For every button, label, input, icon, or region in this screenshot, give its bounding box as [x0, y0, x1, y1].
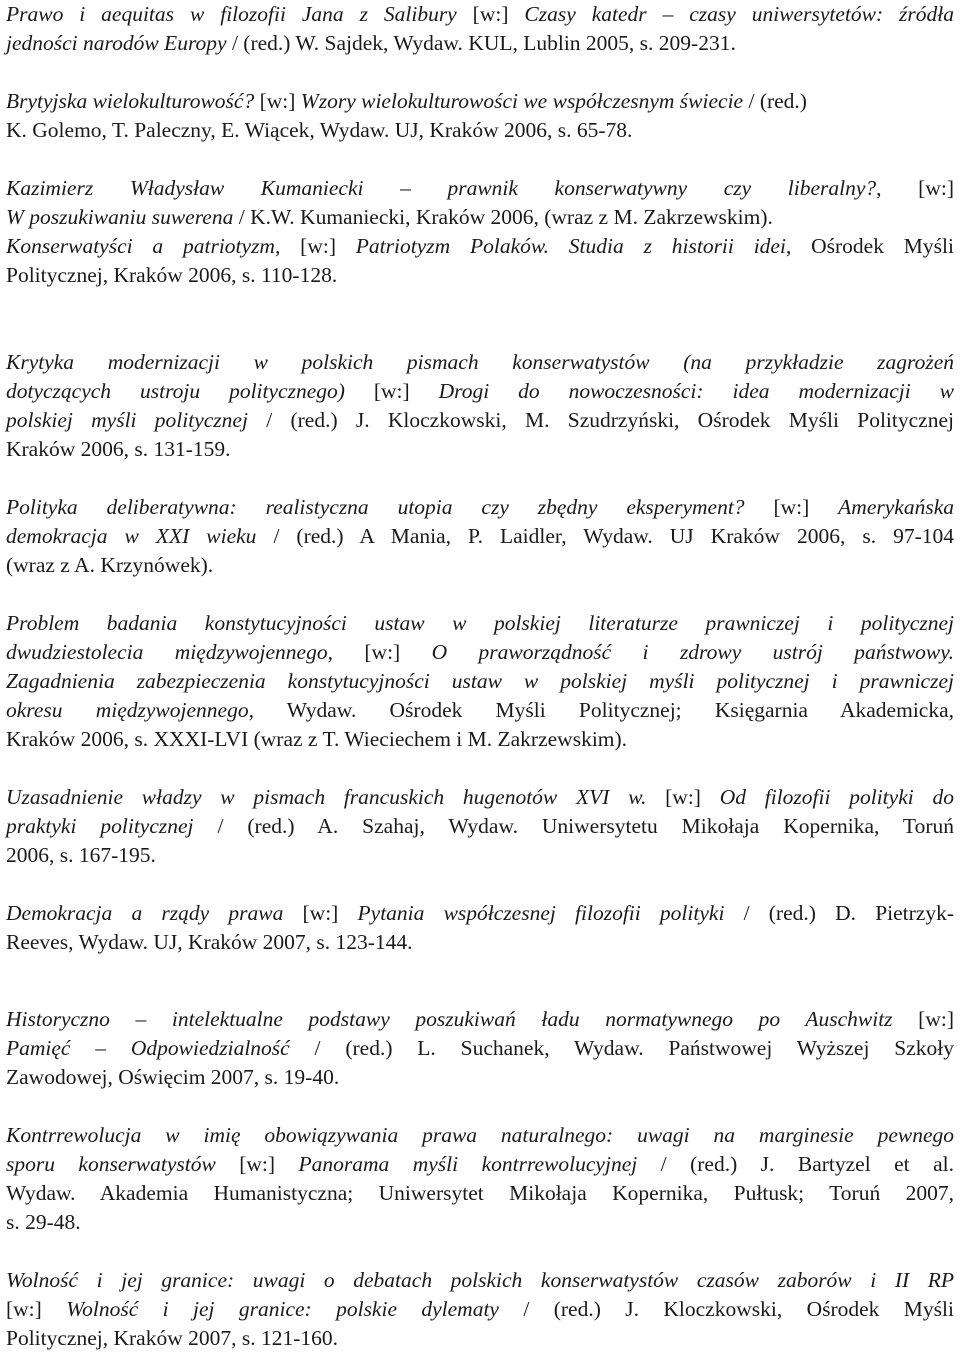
entry-line: [6, 232, 954, 261]
entry-line: [6, 493, 954, 522]
italic-title-segment: Wolność i jej granice: polskie dylematy: [66, 1297, 499, 1321]
citation-segment: [w:]: [646, 785, 720, 809]
citation-segment: / (red.): [743, 89, 807, 113]
italic-title-segment: Panorama myśli kontrrewolucyjnej: [298, 1152, 638, 1176]
citation-segment: / (red.) A Mania, P. Laidler, Wydaw. UJ Kraków 2006, s. 97-104: [256, 524, 954, 548]
bibliography-entry: [6, 609, 954, 754]
entry-line: [6, 1150, 954, 1179]
italic-title-segment: Kontrrewolucja w imię obowiązywania prawa naturalnego: uwagi na marginesie pewnego: [6, 1123, 954, 1147]
italic-title-segment: Demokracja a rządy prawa: [6, 901, 284, 925]
italic-title-segment: W poszukiwaniu suwerena: [6, 205, 234, 229]
italic-title-segment: O praworządność i zdrowy ustrój państwowy.: [431, 640, 954, 664]
italic-title-segment: Konserwatyści a patriotyzm,: [6, 234, 281, 258]
italic-title-segment: Drogi do nowoczesności: idea modernizacji w: [438, 379, 954, 403]
entry-line: [6, 0, 954, 29]
citation-segment: [w:]: [215, 1152, 299, 1176]
entry-line: [6, 87, 954, 116]
italic-title-segment: Problem badania konstytucyjności ustaw w polskiej literaturze prawniczej i politycznej: [6, 611, 954, 635]
entry-line: [6, 29, 954, 58]
entry-line: [6, 348, 954, 377]
entry-line: [6, 551, 954, 580]
entry-line: [6, 1063, 954, 1092]
entry-line: [6, 116, 954, 145]
bibliography-entry: [6, 783, 954, 870]
citation-segment: [w:]: [344, 379, 439, 403]
bibliography-entry: [6, 1121, 954, 1237]
italic-title-segment: okresu międzywojennego: [6, 698, 249, 722]
entry-line: [6, 522, 954, 551]
entry-line: [6, 1208, 954, 1237]
bibliography-entry: [6, 174, 954, 232]
entry-line: [6, 1121, 954, 1150]
citation-segment: [w:]: [892, 1007, 954, 1031]
citation-segment: Politycznej, Kraków 2007, s. 121-160.: [6, 1326, 339, 1350]
italic-title-segment: Krytyka modernizacji w polskich pismach konserwatystów (na przykładzie zagrożeń: [6, 350, 954, 374]
entry-line: [6, 841, 954, 870]
entry-line: [6, 667, 954, 696]
citation-segment: , Wydaw. Ośrodek Myśli Politycznej; Księgarnia Akademicka,: [248, 698, 954, 722]
citation-segment: / (red.) D. Pietrzyk-: [724, 901, 954, 925]
italic-title-segment: dwudziestolecia międzywojennego,: [6, 640, 333, 664]
citation-segment: / (red.) W. Sajdek, Wydaw. KUL, Lublin 2005, s. 209-231.: [226, 31, 736, 55]
entry-line: [6, 928, 954, 957]
citation-segment: / K.W. Kumaniecki, Kraków 2006, (wraz z M. Zakrzewskim).: [233, 205, 773, 229]
citation-segment: / (red.) J. Kloczkowski, Ośrodek Myśli: [498, 1297, 954, 1321]
entry-line: [6, 899, 954, 928]
citation-segment: [w:]: [283, 901, 358, 925]
citation-segment: / (red.) A. Szahaj, Wydaw. Uniwersytetu Mikołaja Kopernika, Toruń: [193, 814, 954, 838]
italic-title-segment: Zagadnienia zabezpieczenia konstytucyjności ustaw w polskiej myśli politycznej i prawniczej: [6, 669, 954, 693]
citation-segment: (wraz z A. Krzynówek).: [6, 553, 214, 577]
italic-title-segment: sporu konserwatystów: [6, 1152, 216, 1176]
italic-title-segment: Prawo i aequitas w filozofii Jana z Salibury: [6, 2, 457, 26]
entry-line: [6, 1034, 954, 1063]
italic-title-segment: dotyczących ustroju politycznego): [6, 379, 345, 403]
citation-segment: Kraków 2006, s. 131-159.: [6, 437, 231, 461]
bibliography-entry: [6, 348, 954, 464]
citation-segment: [w:]: [254, 89, 301, 113]
italic-title-segment: polskiej myśli politycznej: [6, 408, 248, 432]
italic-title-segment: Patriotyzm Polaków. Studia z historii idei: [355, 234, 786, 258]
entry-line: [6, 174, 954, 203]
citation-segment: Reeves, Wydaw. UJ, Kraków 2007, s. 123-144.: [6, 930, 413, 954]
entry-line: [6, 1005, 954, 1034]
entry-line: [6, 696, 954, 725]
entry-line: [6, 1324, 954, 1353]
citation-segment: / (red.) J. Bartyzel et al.: [637, 1152, 954, 1176]
entry-line: [6, 638, 954, 667]
italic-title-segment: Uzasadnienie władzy w pismach francuskich hugenotów XVI w.: [6, 785, 647, 809]
citation-segment: [w:]: [332, 640, 432, 664]
citation-segment: [w:]: [744, 495, 839, 519]
italic-title-segment: Pamięć – Odpowiedzialność: [6, 1036, 290, 1060]
italic-title-segment: Brytyjska wielokulturowość?: [6, 89, 255, 113]
italic-title-segment: Czasy katedr – czasy uniwersytetów: źródła: [524, 2, 955, 26]
italic-title-segment: Od filozofii polityki do: [719, 785, 954, 809]
citation-segment: , [w:]: [876, 176, 954, 200]
entry-line: [6, 783, 954, 812]
entry-line: [6, 1295, 954, 1324]
italic-title-segment: praktyki politycznej: [6, 814, 194, 838]
entry-line: [6, 609, 954, 638]
bibliography-entry: [6, 899, 954, 957]
citation-segment: 2006, s. 167-195.: [6, 843, 156, 867]
citation-segment: , Ośrodek Myśli: [785, 234, 954, 258]
italic-title-segment: Historyczno – intelektualne podstawy poszukiwań ładu normatywnego po Auschwitz: [6, 1007, 893, 1031]
bibliography-entry: [6, 1005, 954, 1092]
citation-segment: [w:]: [6, 1297, 67, 1321]
entry-line: [6, 377, 954, 406]
citation-segment: Kraków 2006, s. XXXI-LVI (wraz z T. Wieciechem i M. Zakrzewskim).: [6, 727, 628, 751]
citation-segment: [w:]: [280, 234, 356, 258]
entry-line: [6, 261, 954, 290]
italic-title-segment: demokracja w XXI wieku: [6, 524, 257, 548]
entry-line: [6, 203, 954, 232]
citation-segment: Wydaw. Akademia Humanistyczna; Uniwersytet Mikołaja Kopernika, Pułtusk; Toruń 2007,: [6, 1181, 954, 1205]
bibliography-entry: [6, 1266, 954, 1353]
italic-title-segment: Amerykańska: [838, 495, 954, 519]
citation-segment: [w:]: [456, 2, 525, 26]
bibliography-entry: [6, 87, 954, 145]
italic-title-segment: Wzory wielokulturowości we współczesnym świecie: [300, 89, 744, 113]
citation-segment: / (red.) J. Kloczkowski, M. Szudrzyński, Ośrodek Myśli Politycznej: [247, 408, 954, 432]
italic-title-segment: Pytania współczesnej filozofii polityki: [357, 901, 725, 925]
bibliography-entry: [6, 0, 954, 58]
entry-line: [6, 812, 954, 841]
entry-line: [6, 435, 954, 464]
entry-line: [6, 1266, 954, 1295]
citation-segment: Politycznej, Kraków 2006, s. 110-128.: [6, 263, 338, 287]
citation-segment: Zawodowej, Oświęcim 2007, s. 19-40.: [6, 1065, 340, 1089]
italic-title-segment: jedności narodów Europy: [6, 31, 227, 55]
entry-line: [6, 406, 954, 435]
italic-title-segment: Wolność i jej granice: uwagi o debatach polskich konserwatystów czasów zaborów i II RP: [6, 1268, 954, 1292]
citation-segment: / (red.) L. Suchanek, Wydaw. Państwowej Wyższej Szkoły: [289, 1036, 954, 1060]
italic-title-segment: Polityka deliberatywna: realistyczna utopia czy zbędny eksperyment?: [6, 495, 745, 519]
citation-segment: s. 29-48.: [6, 1210, 81, 1234]
bibliography-entry: [6, 493, 954, 580]
italic-title-segment: Kazimierz Władysław Kumaniecki – prawnik konserwatywny czy liberalny?: [6, 176, 877, 200]
bibliography-entry: [6, 232, 954, 290]
citation-segment: K. Golemo, T. Paleczny, E. Wiącek, Wydaw. UJ, Kraków 2006, s. 65-78.: [6, 118, 633, 142]
entry-line: [6, 1179, 954, 1208]
entry-line: [6, 725, 954, 754]
